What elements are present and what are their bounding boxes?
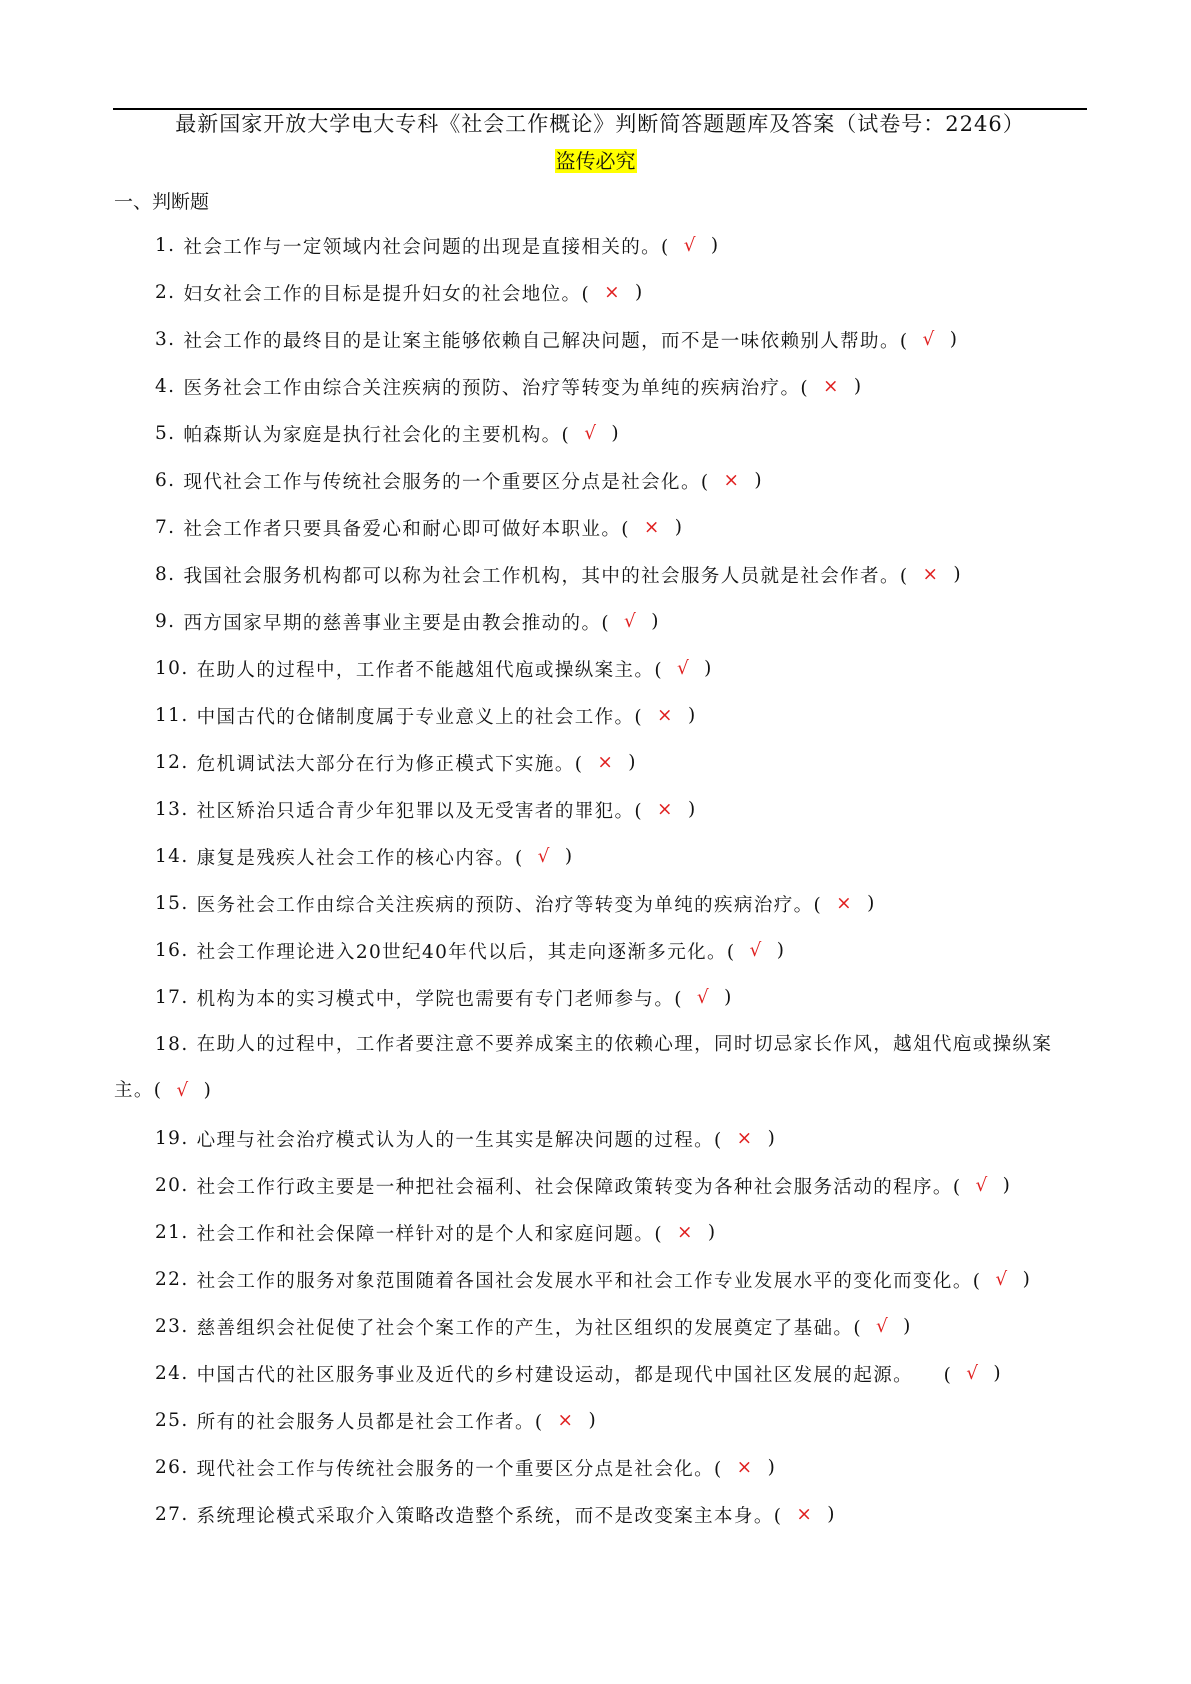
close-paren: ) <box>993 1363 1003 1384</box>
question-item <box>114 974 1088 1021</box>
answer-mark: × <box>922 564 940 585</box>
question-item <box>114 504 1088 551</box>
question-item <box>114 1162 1088 1209</box>
question-item <box>114 927 1088 974</box>
answer-mark: × <box>723 470 741 491</box>
question-number: 5. <box>155 423 176 444</box>
question-item <box>114 551 1088 598</box>
question-text: 医务社会工作由综合关注疾病的预防、治疗等转变为单纯的疾病治疗。( <box>183 377 809 399</box>
question-text: 现代社会工作与传统社会服务的一个重要区分点是社会化。( <box>196 1458 723 1480</box>
question-number: 12. <box>155 752 189 773</box>
answer-mark: √ <box>696 987 711 1008</box>
question-text: 心理与社会治疗模式认为人的一生其实是解决问题的过程。( <box>196 1129 723 1151</box>
close-paren: ) <box>903 1316 912 1337</box>
question-item <box>114 880 1088 927</box>
question-number: 7. <box>155 517 176 538</box>
question-item <box>114 316 1088 363</box>
close-paren: ) <box>710 235 720 256</box>
question-text: 社会工作的最终目的是让案主能够依赖自己解决问题，而不是一味依赖别人帮助。( <box>183 330 909 352</box>
close-paren: ) <box>827 1504 836 1525</box>
question-list <box>114 222 1088 1538</box>
question-item <box>114 363 1088 410</box>
answer-mark: × <box>676 1222 694 1243</box>
question-text: 社会工作与一定领域内社会问题的出现是直接相关的。( <box>183 236 670 258</box>
question-item <box>114 1209 1088 1256</box>
question-number: 11. <box>155 705 189 726</box>
close-paren: ) <box>1002 1175 1012 1196</box>
close-paren: ) <box>634 282 644 303</box>
question-number: 17. <box>155 987 189 1008</box>
close-paren: ) <box>611 423 621 444</box>
question-text: 机构为本的实习模式中，学院也需要有专门老师参与。( <box>196 988 683 1010</box>
question-number: 6. <box>155 470 176 491</box>
question-item <box>114 269 1088 316</box>
answer-mark: √ <box>749 940 763 961</box>
question-item <box>114 1350 1088 1397</box>
close-paren: ) <box>674 517 684 538</box>
question-number: 15. <box>155 893 189 914</box>
question-text: 医务社会工作由综合关注疾病的预防、治疗等转变为单纯的疾病治疗。( <box>196 894 823 916</box>
question-item <box>114 1303 1088 1350</box>
close-paren: ) <box>707 1222 717 1243</box>
question-text: 西方国家早期的慈善事业主要是由教会推动的。( <box>183 612 610 634</box>
close-paren: ) <box>953 564 963 585</box>
answer-mark: × <box>657 705 674 726</box>
answer-mark: × <box>736 1457 754 1478</box>
close-paren: ) <box>767 1457 777 1478</box>
question-number: 22. <box>155 1269 189 1290</box>
question-text: 康复是残疾人社会工作的核心内容。( <box>196 847 524 869</box>
answer-mark: × <box>597 752 615 773</box>
answer-mark: √ <box>683 235 697 256</box>
answer-mark: × <box>836 893 854 914</box>
section-heading: 一、判断题 <box>114 191 210 213</box>
answer-mark: × <box>822 376 840 397</box>
question-number: 16. <box>155 940 189 961</box>
question-number: 14. <box>155 846 189 867</box>
question-number: 23. <box>155 1316 189 1337</box>
question-number: 4. <box>155 376 176 397</box>
question-item <box>114 833 1088 880</box>
question-item <box>114 1491 1088 1538</box>
close-paren: ) <box>867 893 876 914</box>
question-number: 13. <box>155 799 189 820</box>
question-text: 社会工作理论进入20世纪40年代以后，其走向逐渐多元化。( <box>196 941 736 963</box>
answer-mark: √ <box>584 423 598 444</box>
close-paren: ) <box>754 470 764 491</box>
close-paren: ) <box>203 1080 213 1101</box>
close-paren: ) <box>949 329 959 350</box>
question-item <box>114 1256 1088 1303</box>
answer-mark: √ <box>995 1269 1009 1290</box>
question-item <box>114 786 1088 833</box>
question-text: 社区矫治只适合青少年犯罪以及无受害者的罪犯。( <box>196 800 644 822</box>
answer-mark: √ <box>875 1316 890 1337</box>
question-item <box>114 1021 1088 1115</box>
close-paren: ) <box>853 376 863 397</box>
close-paren: ) <box>1022 1269 1032 1290</box>
subtitle: 盗传必究 <box>555 149 636 173</box>
question-number: 1. <box>155 235 176 256</box>
answer-mark: √ <box>975 1175 989 1196</box>
question-text: 所有的社会服务人员都是社会工作者。( <box>196 1411 544 1433</box>
question-number: 8. <box>155 564 176 585</box>
question-number: 25. <box>155 1410 189 1431</box>
answer-mark: × <box>604 282 621 303</box>
question-item <box>114 1444 1088 1491</box>
question-text: 在助人的过程中，工作者要注意不要养成案主的依赖心理，同时切忌家长作风，越俎代庖或操纵案主。( <box>114 1034 1053 1101</box>
question-text: 中国古代的仓储制度属于专业意义上的社会工作。( <box>196 706 644 728</box>
answer-mark: √ <box>922 329 936 350</box>
question-item <box>114 739 1088 786</box>
answer-mark: √ <box>537 846 551 867</box>
answer-mark: √ <box>176 1080 190 1101</box>
question-text: 危机调试法大部分在行为修正模式下实施。( <box>196 753 584 775</box>
question-text: 社会工作的服务对象范围随着各国社会发展水平和社会工作专业发展水平的变化而变化。( <box>196 1270 982 1292</box>
answer-mark: × <box>657 799 674 820</box>
question-item <box>114 457 1088 504</box>
question-number: 24. <box>155 1363 189 1384</box>
question-item <box>114 222 1088 269</box>
close-paren: ) <box>704 658 713 679</box>
question-text: 社会工作者只要具备爱心和耐心即可做好本职业。( <box>183 518 630 540</box>
question-number: 3. <box>155 329 176 350</box>
answer-mark: √ <box>966 1363 980 1384</box>
close-paren: ) <box>767 1128 777 1149</box>
question-number: 2. <box>155 282 176 303</box>
question-number: 9. <box>155 611 176 632</box>
question-text: 妇女社会工作的目标是提升妇女的社会地位。( <box>183 283 591 305</box>
answer-mark: √ <box>623 611 638 632</box>
answer-mark: × <box>643 517 661 538</box>
question-item <box>114 1397 1088 1444</box>
close-paren: ) <box>687 799 697 820</box>
close-paren: ) <box>564 846 574 867</box>
question-text: 我国社会服务机构都可以称为社会工作机构，其中的社会服务人员就是社会作者。( <box>183 565 909 587</box>
question-item <box>114 410 1088 457</box>
question-item <box>114 598 1088 645</box>
question-text: 社会工作行政主要是一种把社会福利、社会保障政策转变为各种社会服务活动的程序。( <box>196 1176 962 1198</box>
question-text: 现代社会工作与传统社会服务的一个重要区分点是社会化。( <box>183 471 710 493</box>
question-number: 26. <box>155 1457 189 1478</box>
page-title: 最新国家开放大学电大专科《社会工作概论》判断简答题题库及答案（试卷号：2246） <box>175 112 1025 136</box>
answer-mark: × <box>736 1128 754 1149</box>
answer-mark: √ <box>676 658 691 679</box>
question-number: 18. <box>155 1034 189 1055</box>
question-item <box>114 1115 1088 1162</box>
question-text: 系统理论模式采取介入策略改造整个系统，而不是改变案主本身。( <box>196 1505 783 1527</box>
close-paren: ) <box>588 1410 598 1431</box>
question-item <box>114 645 1088 692</box>
question-text: 帕森斯认为家庭是执行社会化的主要机构。( <box>183 424 571 446</box>
answer-mark: × <box>796 1504 814 1525</box>
question-text: 在助人的过程中，工作者不能越俎代庖或操纵案主。( <box>196 659 663 681</box>
close-paren: ) <box>724 987 733 1008</box>
question-number: 10. <box>155 658 189 679</box>
question-text: 中国古代的社区服务事业及近代的乡村建设运动，都是现代中国社区发展的起源。 ( <box>196 1364 953 1386</box>
question-number: 27. <box>155 1504 189 1525</box>
close-paren: ) <box>687 705 697 726</box>
question-text: 社会工作和社会保障一样针对的是个人和家庭问题。( <box>196 1223 663 1245</box>
question-number: 20. <box>155 1175 189 1196</box>
close-paren: ) <box>776 940 786 961</box>
close-paren: ) <box>651 611 660 632</box>
question-number: 19. <box>155 1128 189 1149</box>
close-paren: ) <box>628 752 637 773</box>
question-number: 21. <box>155 1222 189 1243</box>
answer-mark: × <box>557 1410 575 1431</box>
question-item <box>114 692 1088 739</box>
question-text: 慈善组织会社促使了社会个案工作的产生，为社区组织的发展奠定了基础。( <box>196 1317 862 1339</box>
